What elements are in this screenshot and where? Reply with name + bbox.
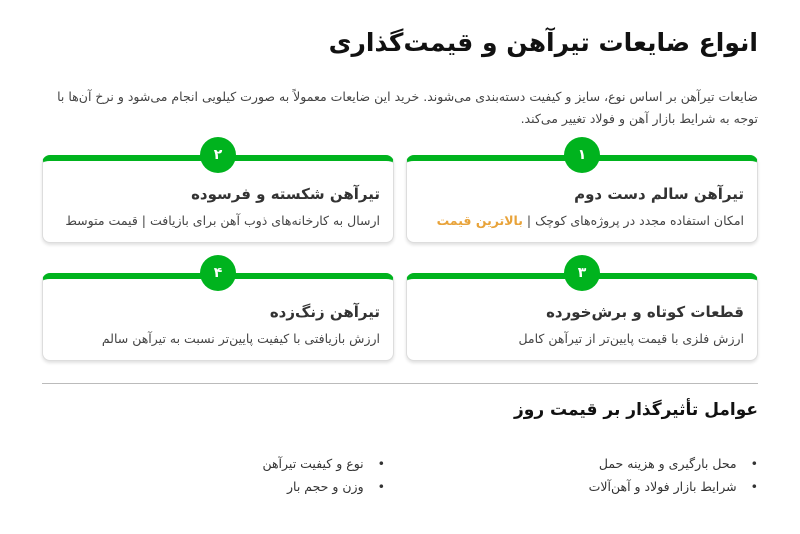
card-number-badge: ۱ bbox=[564, 137, 600, 173]
factors-list-left bbox=[262, 452, 385, 498]
card-desc: ارسال به کارخانه‌های ذوب آهن برای بازیافت | قیمت متوسط bbox=[65, 213, 380, 228]
card-second-hand bbox=[406, 147, 758, 243]
card-desc: ارزش فلزی با قیمت پایین‌تر از تیرآهن کامل bbox=[518, 331, 744, 346]
card-desc: ارزش بازیافتی با کیفیت پایین‌تر نسبت به تیرآهن سالم bbox=[101, 331, 380, 346]
factors-list-right bbox=[589, 452, 758, 498]
card-rusted bbox=[42, 265, 394, 361]
page-title: انواع ضایعات تیرآهن و قیمت‌گذاری bbox=[328, 28, 758, 57]
intro-text: ضایعات تیرآهن بر اساس نوع، سایز و کیفیت دسته‌بندی می‌شوند. خرید این ضایعات معمولاً به صورت کیلویی انجام می‌شود و نرخ آن‌ها با توجه به شرایط بازار آهن و فولاد تغییر می‌کند. bbox=[57, 89, 758, 126]
card-title: قطعات کوتاه و برش‌خورده bbox=[546, 303, 744, 321]
factor-item: • نوع و کیفیت تیرآهن bbox=[262, 452, 385, 475]
card-title: تیرآهن سالم دست دوم bbox=[574, 185, 744, 203]
card-number-badge: ۴ bbox=[200, 255, 236, 291]
price-highlight: بالاترین قیمت bbox=[436, 213, 523, 228]
card-broken bbox=[42, 147, 394, 243]
card-title: تیرآهن زنگ‌زده bbox=[269, 303, 380, 321]
card-number-badge: ۲ bbox=[200, 137, 236, 173]
card-title: تیرآهن شکسته و فرسوده bbox=[191, 185, 380, 203]
divider bbox=[42, 383, 758, 384]
card-cut-pieces bbox=[406, 265, 758, 361]
card-desc: امکان استفاده مجدد در پروژه‌های کوچک | بالاترین قیمت bbox=[436, 213, 744, 228]
factor-item: • شرایط بازار فولاد و آهن‌آلات bbox=[589, 475, 758, 498]
factor-item: • محل بارگیری و هزینه حمل bbox=[589, 452, 758, 475]
card-number-badge: ۳ bbox=[564, 255, 600, 291]
factor-item: • وزن و حجم بار bbox=[262, 475, 385, 498]
factors-title: عوامل تأثیرگذار بر قیمت روز bbox=[513, 400, 758, 420]
